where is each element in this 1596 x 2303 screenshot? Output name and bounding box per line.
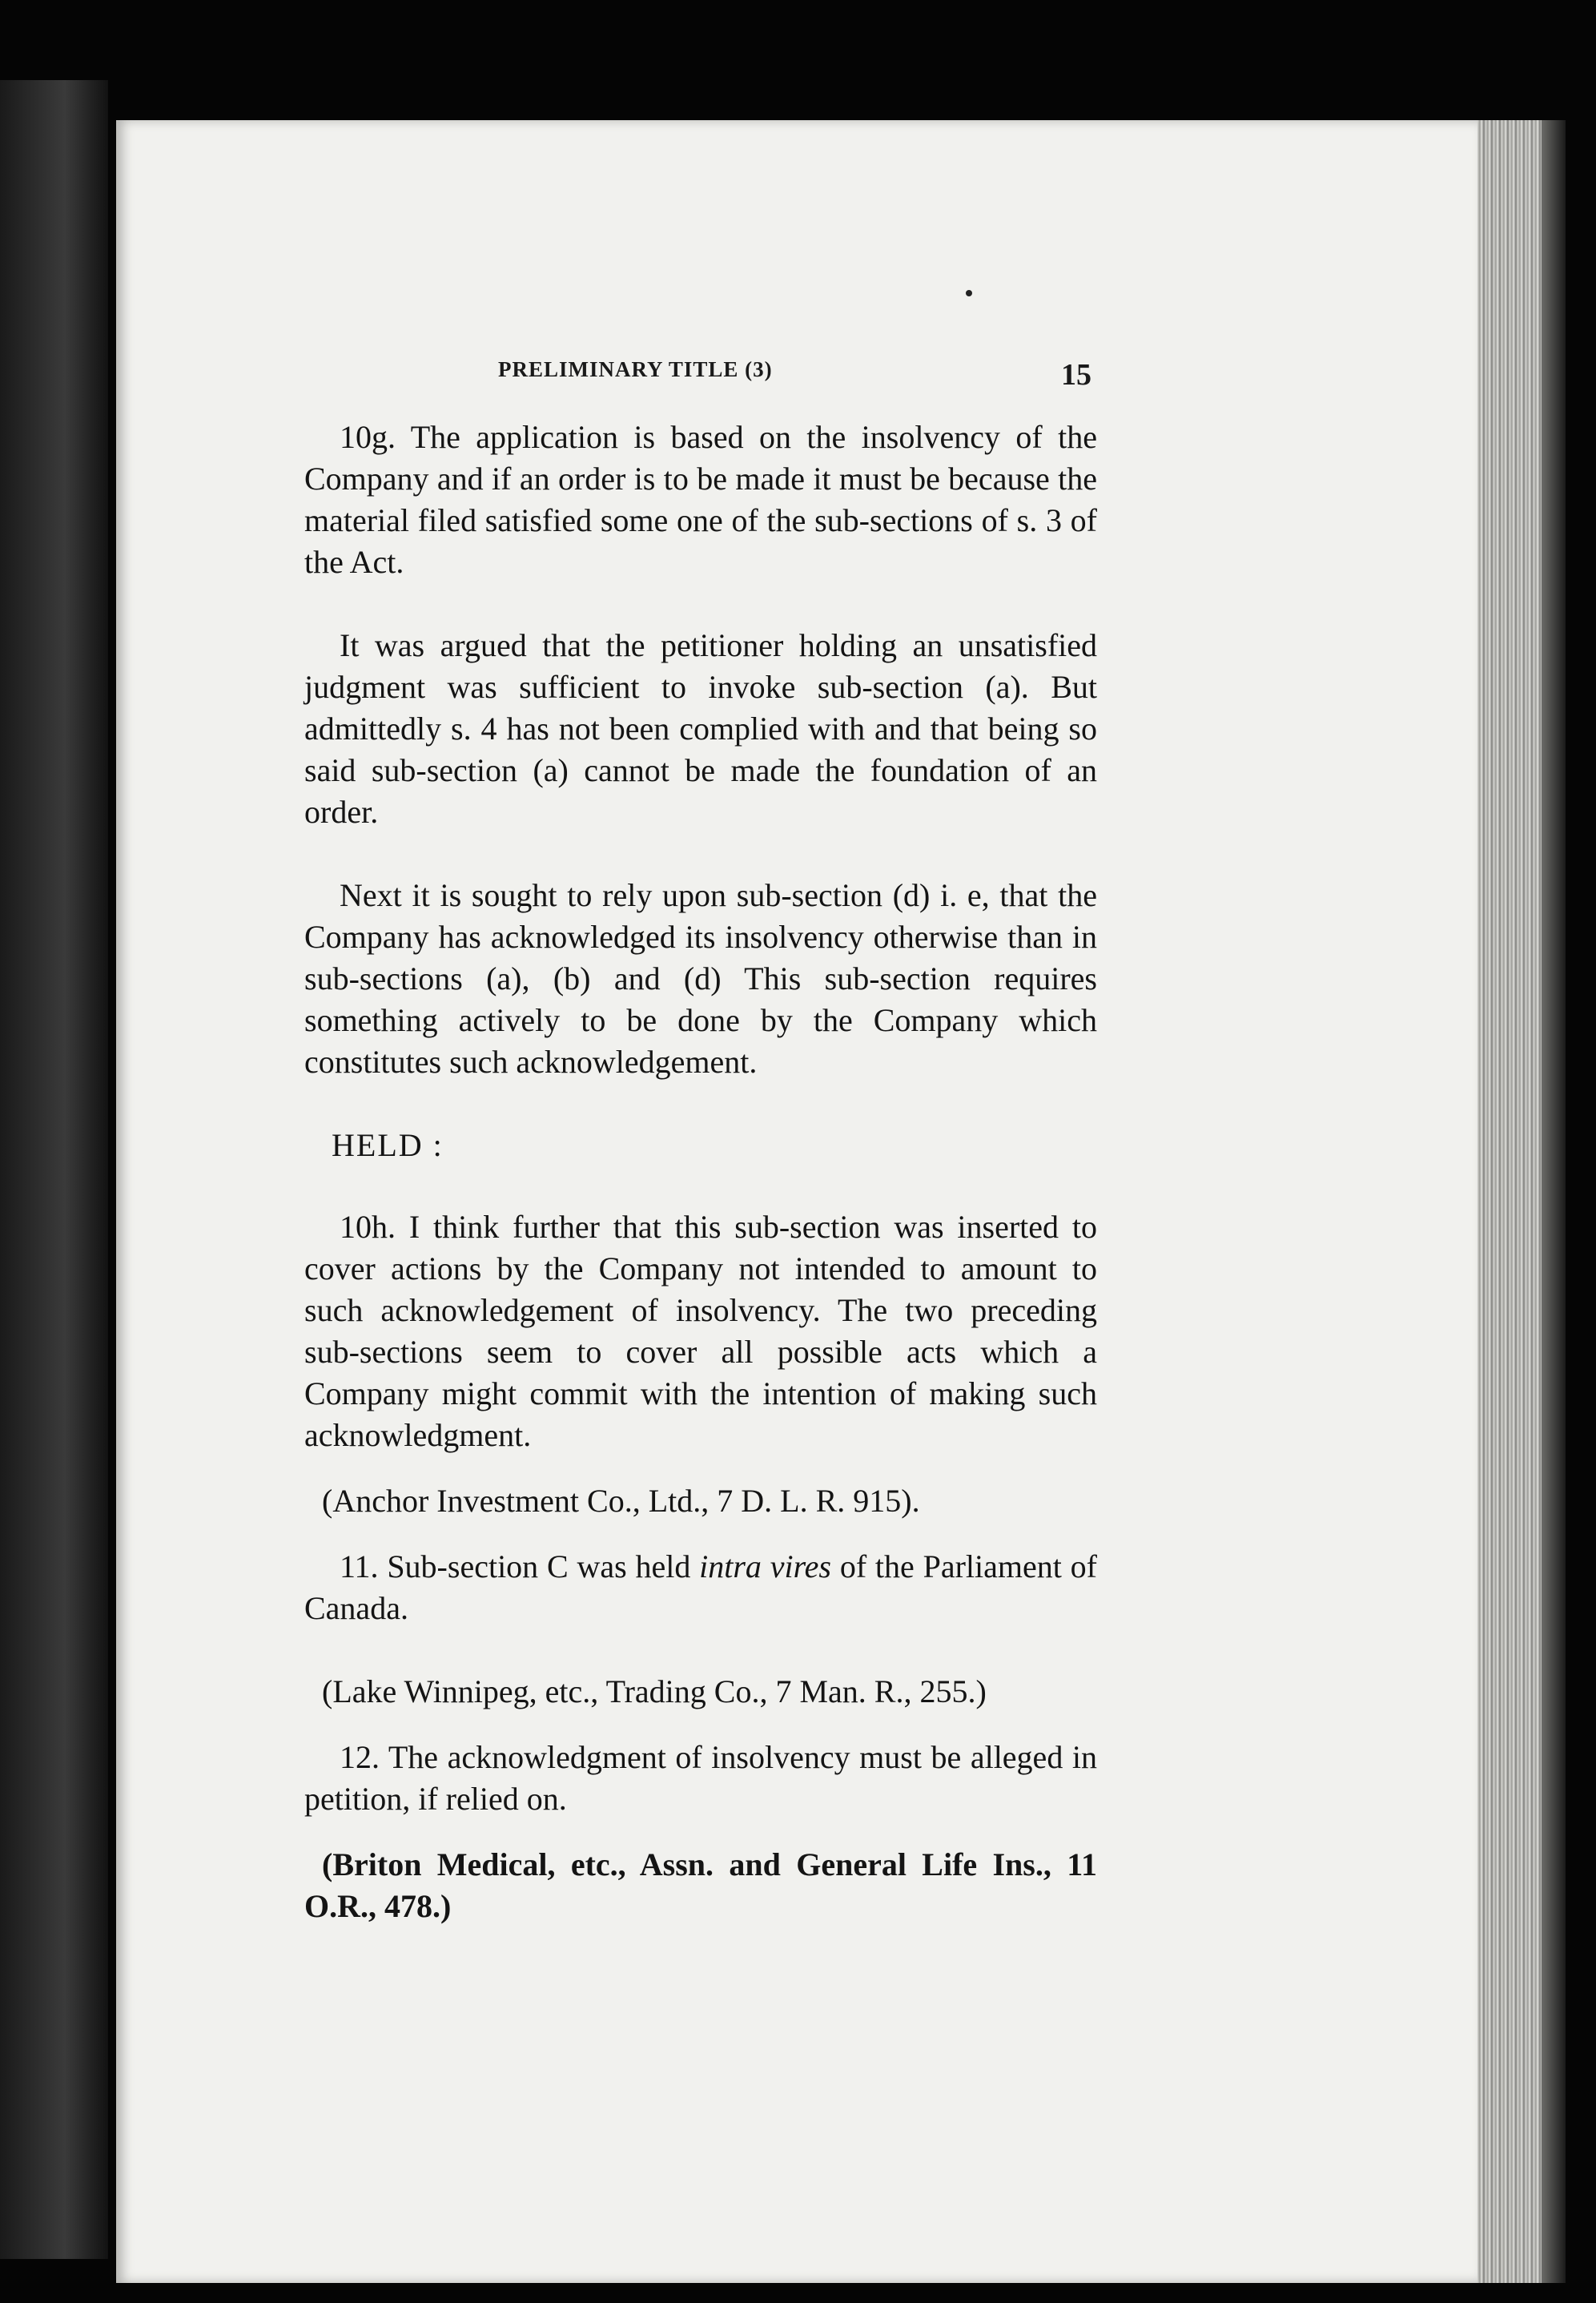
speck-mark bbox=[966, 290, 972, 296]
page-stack-shadow bbox=[1542, 120, 1566, 2283]
paragraph-argued: It was argued that the petitioner holding an unsatisfied judgment was sufficient to invoke sub-section (a). But admittedly s. 4 has not been complied with and that being so said sub-section (a) cannot be made the foundation of an order. bbox=[304, 627, 1097, 830]
held-heading: HELD : bbox=[332, 1127, 444, 1163]
paragraph-next: Next it is sought to rely upon sub-section (d) i. e, that the Company has acknowledged its insolvency otherwise than in sub-sections (a), (b) and (d) This sub-section requires something actively to be done by the Company which constitutes such acknowledgement. bbox=[304, 877, 1097, 1080]
paragraph-10h: 10h. I think further that this sub-section was inserted to cover actions by the Company not intended to amount to such acknowledgement of insolvency. The two preceding sub-sections seem to cover all possible acts which a Company might commit with the intention of making such acknowledgment. bbox=[304, 1209, 1097, 1453]
paragraph-11-text-b: of the Parliament of Canada. bbox=[304, 1548, 1098, 1626]
page-number: 15 bbox=[1061, 358, 1091, 392]
facing-page-edge bbox=[0, 80, 108, 2259]
citation-briton: (Briton Medical, etc., Assn. and General Life Ins., 11 O.R., 478.) bbox=[304, 1846, 1097, 1924]
paragraph-12: 12. The acknowledgment of insolvency must be alleged in petition, if relied on. bbox=[304, 1739, 1097, 1817]
page-stack-edges bbox=[1477, 120, 1542, 2283]
page-body bbox=[304, 417, 1097, 1951]
paragraph-11-italic: intra vires bbox=[699, 1548, 832, 1584]
paragraph-11 bbox=[304, 1546, 1097, 1629]
paragraph-11-text-a: 11. Sub-section C was held bbox=[340, 1548, 700, 1584]
paragraph-10g: 10g. The application is based on the insolvency of the Company and if an order is to be made it must be because the material filed satisfied some one of the sub-sections of s. 3 of the Act. bbox=[304, 419, 1097, 580]
running-title: PRELIMINARY TITLE (3) bbox=[498, 357, 773, 381]
citation-anchor: (Anchor Investment Co., Ltd., 7 D. L. R. 915). bbox=[322, 1483, 920, 1519]
citation-lake-winnipeg: (Lake Winnipeg, etc., Trading Co., 7 Man. R., 255.) bbox=[322, 1673, 987, 1709]
